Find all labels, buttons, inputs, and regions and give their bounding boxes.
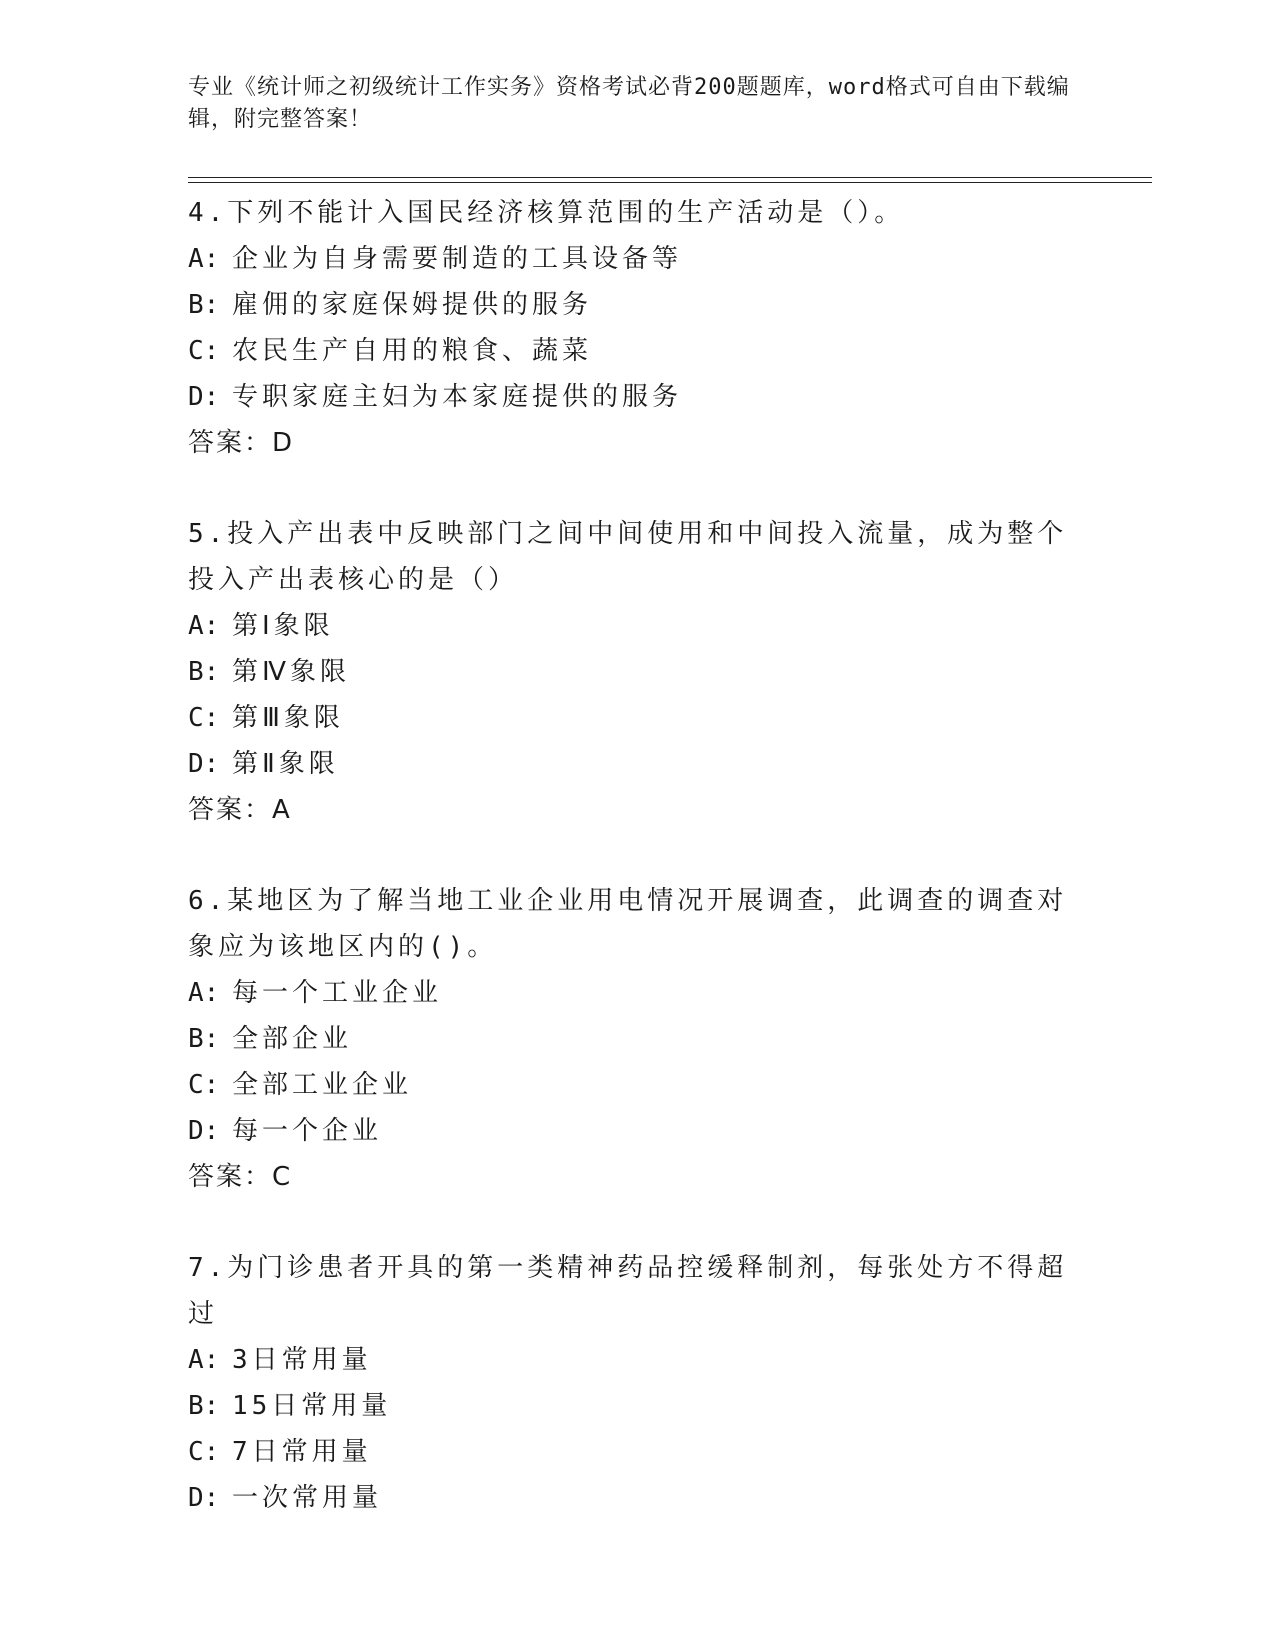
- document-header: 专业《统计师之初级统计工作实务》资格考试必背200题题库，word格式可自由下载编辑，附完整答案！: [188, 75, 1070, 132]
- option-a: [188, 970, 1088, 1016]
- option-letter: A:: [188, 978, 220, 1008]
- option-text: 第Ⅰ象限: [232, 611, 334, 641]
- option-text: 农民生产自用的粮食、蔬菜: [232, 336, 593, 366]
- option-letter: B:: [188, 1024, 220, 1054]
- option-letter: C:: [188, 1437, 220, 1467]
- option-letter: C:: [188, 1070, 220, 1100]
- option-b: [188, 649, 1088, 695]
- option-d: [188, 1475, 1088, 1521]
- answer-line: 答案：C: [188, 1162, 293, 1192]
- option-text: 专职家庭主妇为本家庭提供的服务: [232, 382, 683, 412]
- option-d: [188, 374, 1088, 420]
- question-list: [188, 190, 1088, 1521]
- option-letter: C:: [188, 336, 220, 366]
- header-divider: [188, 177, 1152, 183]
- option-letter: B:: [188, 657, 220, 687]
- option-text: 一次常用量: [232, 1483, 383, 1513]
- option-text: 第Ⅲ象限: [232, 703, 344, 733]
- answer-line: 答案：A: [188, 795, 292, 825]
- question-item: [188, 511, 1088, 833]
- option-b: [188, 1383, 1088, 1429]
- option-c: [188, 1062, 1088, 1108]
- option-letter: A:: [188, 244, 220, 274]
- question-stem: 5.投入产出表中反映部门之间中间使用和中间投入流量，成为整个投入产出表核心的是（）: [188, 519, 1068, 595]
- option-c: [188, 695, 1088, 741]
- option-c: [188, 1429, 1088, 1475]
- option-letter: D:: [188, 1483, 220, 1513]
- option-text: 第Ⅳ象限: [232, 657, 350, 687]
- option-text: 全部工业企业: [232, 1070, 413, 1100]
- option-letter: C:: [188, 703, 220, 733]
- option-text: 第Ⅱ象限: [232, 749, 339, 779]
- option-text: 15日常用量: [232, 1391, 392, 1421]
- option-a: [188, 603, 1088, 649]
- option-text: 企业为自身需要制造的工具设备等: [232, 244, 683, 274]
- option-text: 雇佣的家庭保姆提供的服务: [232, 290, 593, 320]
- option-letter: B:: [188, 290, 220, 320]
- option-letter: D:: [188, 382, 220, 412]
- option-text: 7日常用量: [232, 1437, 372, 1467]
- option-letter: A:: [188, 611, 220, 641]
- question-stem: 6.某地区为了解当地工业企业用电情况开展调查，此调查的调查对象应为该地区内的()。: [188, 886, 1068, 962]
- option-a: [188, 236, 1088, 282]
- answer-line: 答案：D: [188, 428, 295, 458]
- question-item: [188, 190, 1088, 466]
- option-text: 3日常用量: [232, 1345, 372, 1375]
- option-letter: D:: [188, 1116, 220, 1146]
- option-d: [188, 1108, 1088, 1154]
- option-b: [188, 282, 1088, 328]
- option-letter: A:: [188, 1345, 220, 1375]
- option-letter: B:: [188, 1391, 220, 1421]
- option-letter: D:: [188, 749, 220, 779]
- question-item: [188, 1245, 1088, 1521]
- question-stem: 7.为门诊患者开具的第一类精神药品控缓释制剂，每张处方不得超过: [188, 1253, 1068, 1329]
- question-stem: 4.下列不能计入国民经济核算范围的生产活动是（）。: [188, 198, 905, 228]
- option-text: 每一个企业: [232, 1116, 383, 1146]
- option-c: [188, 328, 1088, 374]
- question-item: [188, 878, 1088, 1200]
- option-d: [188, 741, 1088, 787]
- option-text: 全部企业: [232, 1024, 353, 1054]
- option-b: [188, 1016, 1088, 1062]
- option-a: [188, 1337, 1088, 1383]
- option-text: 每一个工业企业: [232, 978, 443, 1008]
